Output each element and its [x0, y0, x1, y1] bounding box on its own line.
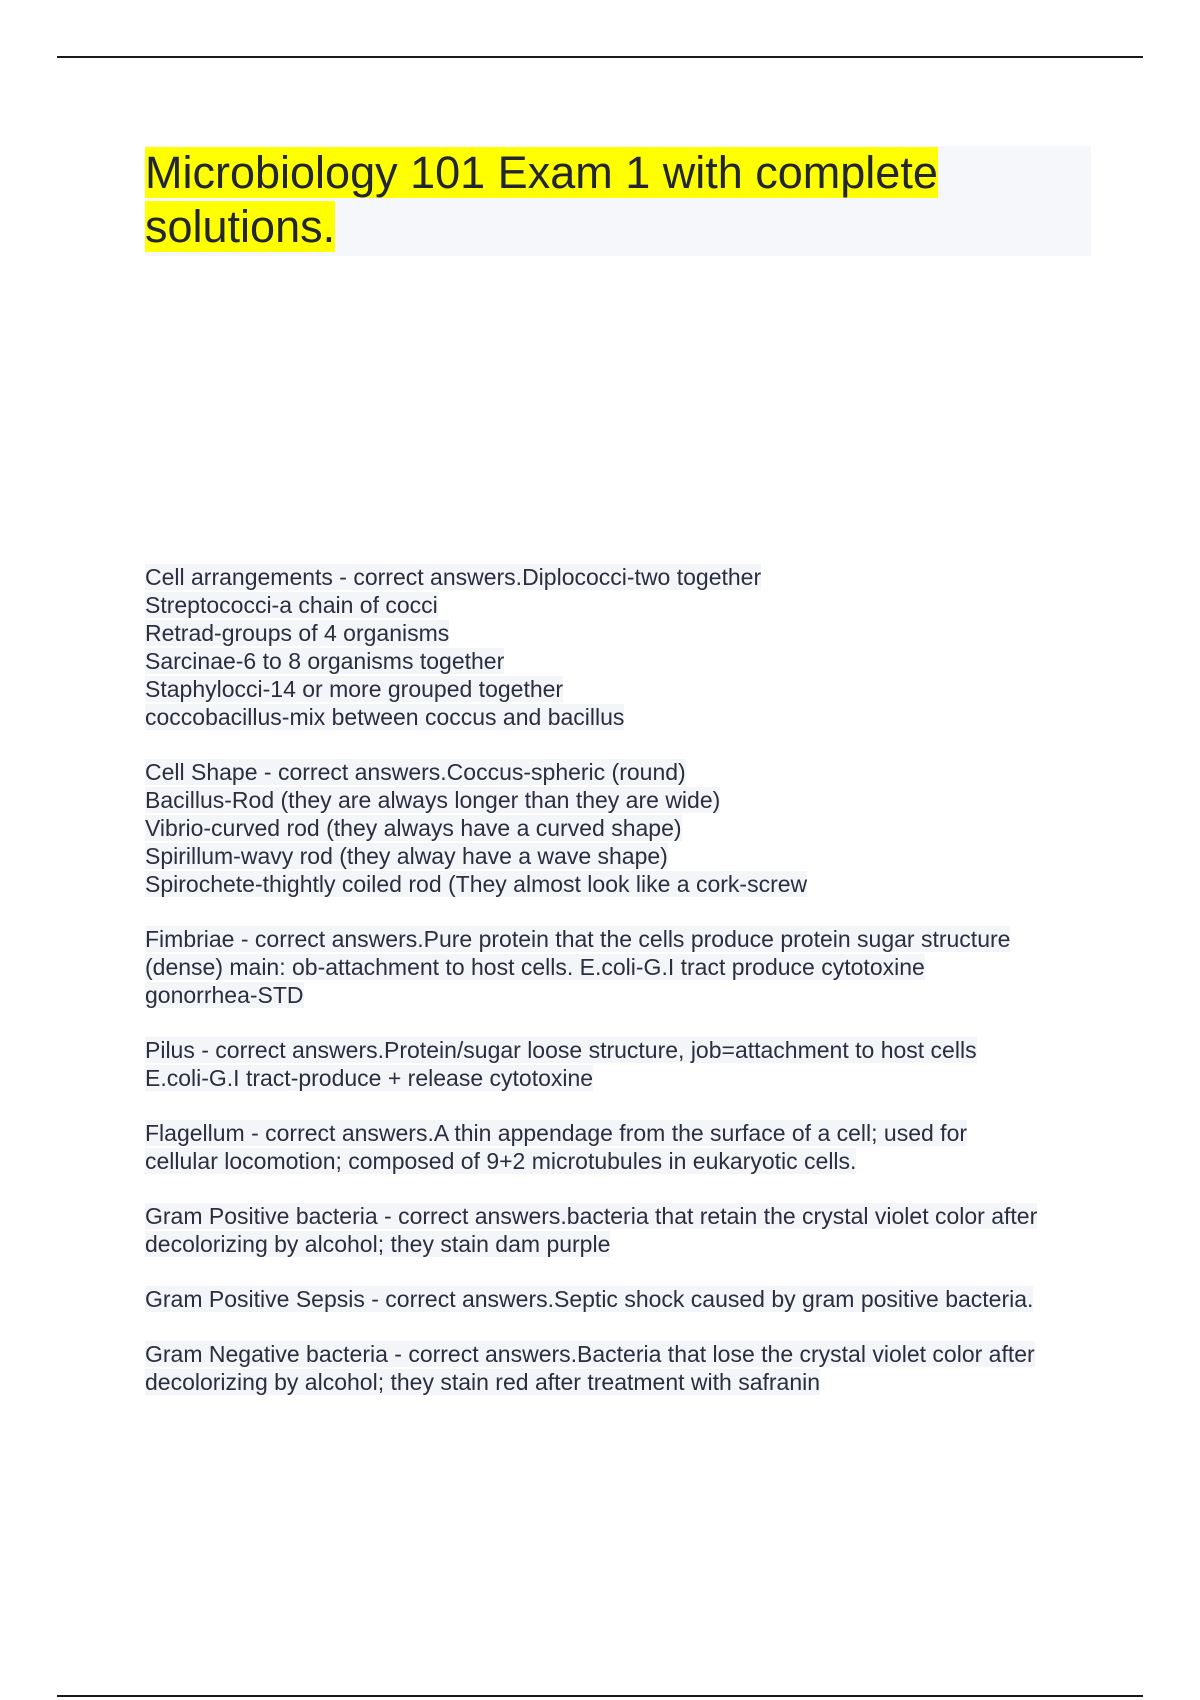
- title-block: [145, 146, 1091, 256]
- entry-line: decolorizing by alcohol; they stain dam purple: [145, 1231, 611, 1257]
- entry-line: Gram Positive bacteria - correct answers.bacteria that retain the crystal violet color after: [145, 1203, 1038, 1229]
- entry-line: Cell Shape - correct answers.Coccus-spheric (round): [145, 759, 686, 785]
- entry-line: Streptococci-a chain of cocci: [145, 592, 438, 618]
- top-rule: [57, 56, 1143, 58]
- entry-line: decolorizing by alcohol; they stain red after treatment with safranin: [145, 1369, 821, 1395]
- entry-line: E.coli-G.I tract-produce + release cytotoxine: [145, 1065, 594, 1091]
- entry-cell-arrangements: [145, 563, 1091, 731]
- entry-gram-negative-bacteria: [145, 1340, 1091, 1396]
- document-body: [145, 563, 1091, 1423]
- entry-pilus: [145, 1036, 1091, 1092]
- entry-line: Spirochete-thightly coiled rod (They almost look like a cork-screw: [145, 871, 808, 897]
- entry-gram-positive-sepsis: [145, 1285, 1091, 1313]
- entry-line: Bacillus-Rod (they are always longer than they are wide): [145, 787, 721, 813]
- entry-line: Sarcinae-6 to 8 organisms together: [145, 648, 505, 674]
- entry-line: Gram Positive Sepsis - correct answers.Septic shock caused by gram positive bacteria.: [145, 1286, 1034, 1312]
- entry-line: Vibrio-curved rod (they always have a curved shape): [145, 815, 682, 841]
- bottom-rule: [57, 1695, 1143, 1697]
- entry-flagellum: [145, 1119, 1091, 1175]
- entry-line: Retrad-groups of 4 organisms: [145, 620, 450, 646]
- document-title-text: Microbiology 101 Exam 1 with complete solutions.: [145, 147, 938, 252]
- entry-line: Pilus - correct answers.Protein/sugar loose structure, job=attachment to host cells: [145, 1037, 977, 1063]
- entry-line: Spirillum-wavy rod (they alway have a wave shape): [145, 843, 668, 869]
- entry-line: Gram Negative bacteria - correct answers.Bacteria that lose the crystal violet color after: [145, 1341, 1035, 1367]
- entry-line: Staphylocci-14 or more grouped together: [145, 676, 564, 702]
- entry-line: Fimbriae - correct answers.Pure protein that the cells produce protein sugar structure: [145, 926, 1011, 952]
- entry-line: coccobacillus-mix between coccus and bacillus: [145, 704, 625, 730]
- entry-line: Cell arrangements - correct answers.Diplococci-two together: [145, 564, 762, 590]
- entry-line: cellular locomotion; composed of 9+2 microtubules in eukaryotic cells.: [145, 1148, 857, 1174]
- entry-line: gonorrhea-STD: [145, 982, 304, 1008]
- entry-line: (dense) main: ob-attachment to host cells. E.coli-G.I tract produce cytotoxine: [145, 954, 925, 980]
- document-title: [145, 146, 1025, 254]
- entry-fimbriae: [145, 925, 1091, 1009]
- entry-line: Flagellum - correct answers.A thin appendage from the surface of a cell; used for: [145, 1120, 968, 1146]
- entry-cell-shape: [145, 758, 1091, 898]
- entry-gram-positive-bacteria: [145, 1202, 1091, 1258]
